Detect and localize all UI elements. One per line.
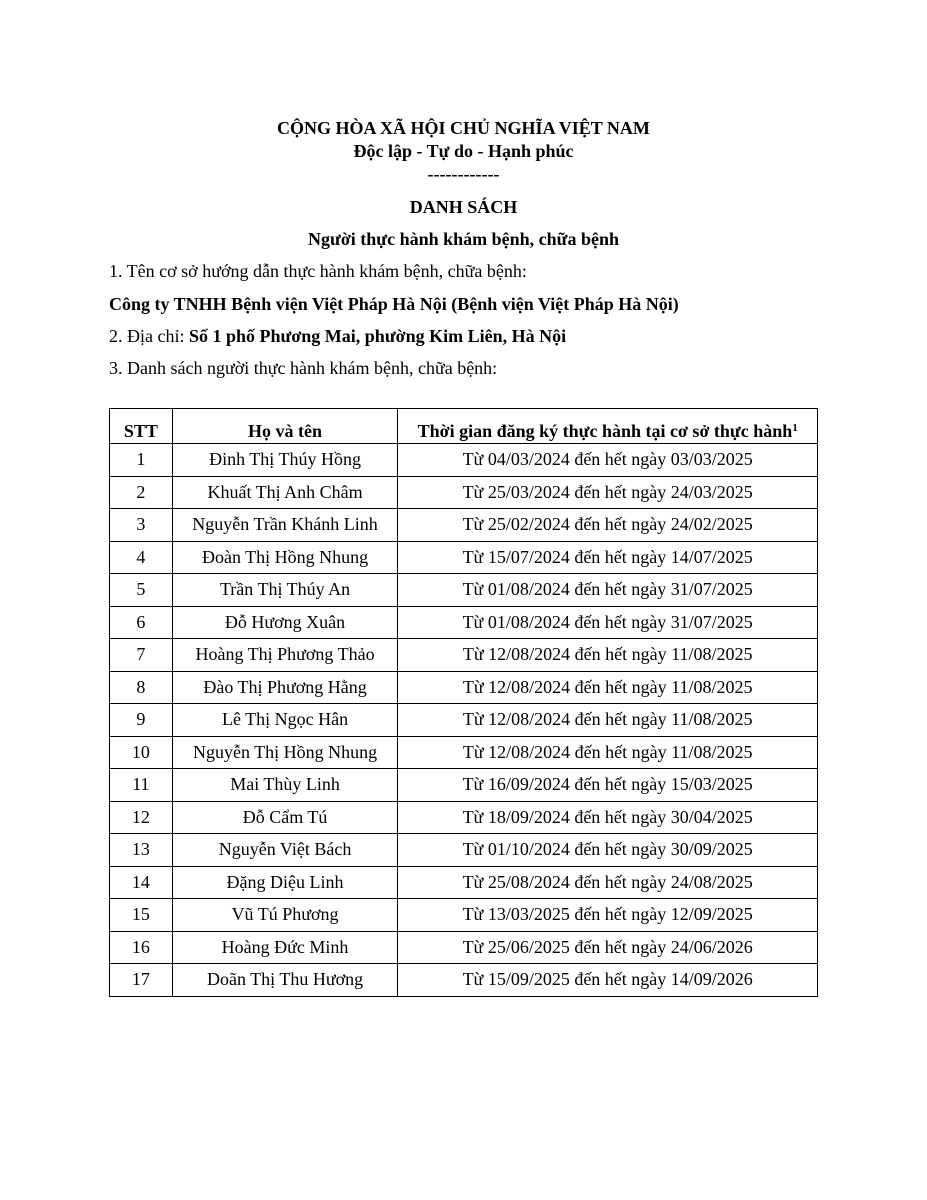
cell-name: Nguyễn Thị Hồng Nhung	[172, 736, 398, 769]
practitioner-table	[109, 408, 818, 997]
motto: Độc lập - Tự do - Hạnh phúc	[353, 141, 574, 161]
cell-name: Đào Thị Phương Hằng	[172, 671, 398, 704]
cell-period: Từ 15/07/2024 đến hết ngày 14/07/2025	[398, 541, 818, 574]
cell-stt: 10	[110, 736, 173, 769]
table-row	[110, 541, 818, 574]
cell-name: Lê Thị Ngọc Hân	[172, 704, 398, 737]
cell-stt: 7	[110, 639, 173, 672]
cell-name: Hoàng Đức Minh	[172, 931, 398, 964]
list-label: 3. Danh sách người thực hành khám bệnh, chữa bệnh:	[109, 358, 498, 378]
national-title: CỘNG HÒA XÃ HỘI CHỦ NGHĨA VIỆT NAM	[277, 118, 650, 138]
cell-period: Từ 25/03/2024 đến hết ngày 24/03/2025	[398, 476, 818, 509]
cell-stt: 12	[110, 801, 173, 834]
cell-name: Trần Thị Thúy An	[172, 574, 398, 607]
header-period	[398, 409, 818, 444]
cell-period: Từ 01/10/2024 đến hết ngày 30/09/2025	[398, 834, 818, 867]
facility-label: 1. Tên cơ sở hướng dẫn thực hành khám bệnh, chữa bệnh:	[109, 261, 527, 281]
address-line	[109, 326, 829, 347]
cell-name: Đặng Diệu Linh	[172, 866, 398, 899]
cell-stt: 16	[110, 931, 173, 964]
cell-period: Từ 12/08/2024 đến hết ngày 11/08/2025	[398, 704, 818, 737]
table-row	[110, 671, 818, 704]
address-value: Số 1 phố Phương Mai, phường Kim Liên, Hà Nội	[188, 326, 567, 346]
table-row	[110, 444, 818, 477]
cell-period: Từ 25/08/2024 đến hết ngày 24/08/2025	[398, 866, 818, 899]
address-label: 2. Địa chỉ:	[109, 326, 189, 346]
cell-period: Từ 12/08/2024 đến hết ngày 11/08/2025	[398, 671, 818, 704]
header-stt: STT	[110, 409, 173, 444]
cell-stt: 3	[110, 509, 173, 542]
cell-name: Đỗ Hương Xuân	[172, 606, 398, 639]
table-row	[110, 834, 818, 867]
cell-name: Vũ Tú Phương	[172, 899, 398, 932]
cell-period: Từ 15/09/2025 đến hết ngày 14/09/2026	[398, 964, 818, 997]
cell-period: Từ 25/06/2025 đến hết ngày 24/06/2026	[398, 931, 818, 964]
cell-stt: 1	[110, 444, 173, 477]
cell-name: Mai Thùy Linh	[172, 769, 398, 802]
cell-period: Từ 16/09/2024 đến hết ngày 15/03/2025	[398, 769, 818, 802]
cell-stt: 17	[110, 964, 173, 997]
cell-period: Từ 01/08/2024 đến hết ngày 31/07/2025	[398, 574, 818, 607]
cell-stt: 5	[110, 574, 173, 607]
cell-stt: 6	[110, 606, 173, 639]
cell-period: Từ 18/09/2024 đến hết ngày 30/04/2025	[398, 801, 818, 834]
cell-stt: 15	[110, 899, 173, 932]
table-row	[110, 509, 818, 542]
table-row	[110, 704, 818, 737]
table-row	[110, 639, 818, 672]
cell-stt: 13	[110, 834, 173, 867]
table-row	[110, 866, 818, 899]
cell-name: Doãn Thị Thu Hương	[172, 964, 398, 997]
facility-name: Công ty TNHH Bệnh viện Việt Pháp Hà Nội (Bệnh viện Việt Pháp Hà Nội)	[109, 294, 679, 314]
table-row	[110, 769, 818, 802]
table-body	[110, 444, 818, 997]
table-row	[110, 606, 818, 639]
cell-stt: 14	[110, 866, 173, 899]
cell-name: Đỗ Cẩm Tú	[172, 801, 398, 834]
cell-name: Đoàn Thị Hồng Nhung	[172, 541, 398, 574]
header-name: Họ và tên	[172, 409, 398, 444]
cell-period: Từ 12/08/2024 đến hết ngày 11/08/2025	[398, 736, 818, 769]
table-row	[110, 801, 818, 834]
cell-stt: 8	[110, 671, 173, 704]
cell-name: Khuất Thị Anh Châm	[172, 476, 398, 509]
cell-name: Nguyễn Việt Bách	[172, 834, 398, 867]
footnote-marker: 1	[792, 422, 798, 434]
table-header-row	[110, 409, 818, 444]
cell-stt: 9	[110, 704, 173, 737]
table-row	[110, 574, 818, 607]
table-row	[110, 476, 818, 509]
cell-stt: 2	[110, 476, 173, 509]
cell-period: Từ 01/08/2024 đến hết ngày 31/07/2025	[398, 606, 818, 639]
cell-stt: 11	[110, 769, 173, 802]
table-row	[110, 964, 818, 997]
header-separator: ------------	[427, 164, 500, 184]
cell-name: Hoàng Thị Phương Thảo	[172, 639, 398, 672]
table-row	[110, 736, 818, 769]
cell-period: Từ 25/02/2024 đến hết ngày 24/02/2025	[398, 509, 818, 542]
cell-name: Đinh Thị Thúy Hồng	[172, 444, 398, 477]
table-row	[110, 899, 818, 932]
document-title: DANH SÁCH	[409, 197, 518, 217]
document-header	[0, 117, 927, 186]
cell-period: Từ 12/08/2024 đến hết ngày 11/08/2025	[398, 639, 818, 672]
cell-period: Từ 13/03/2025 đến hết ngày 12/09/2025	[398, 899, 818, 932]
cell-period: Từ 04/03/2024 đến hết ngày 03/03/2025	[398, 444, 818, 477]
cell-stt: 4	[110, 541, 173, 574]
table-row	[110, 931, 818, 964]
document-subtitle: Người thực hành khám bệnh, chữa bệnh	[308, 229, 619, 249]
cell-name: Nguyễn Trần Khánh Linh	[172, 509, 398, 542]
header-period-label: Thời gian đăng ký thực hành tại cơ sở thực hành	[417, 421, 793, 441]
